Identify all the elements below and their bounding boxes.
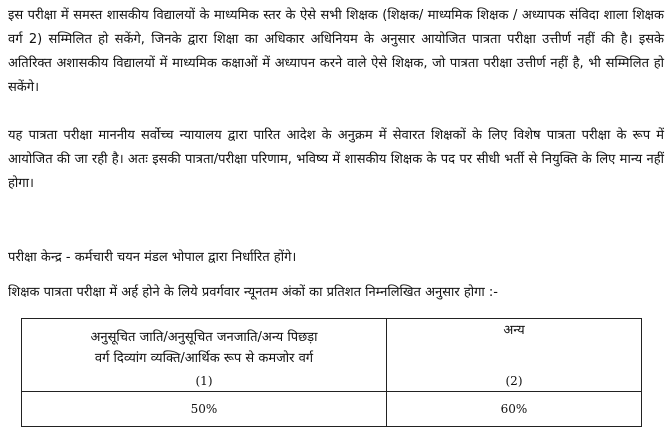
minimum-marks-paragraph: शिक्षक पात्रता परीक्षा में अर्ह होने के लिये प्रवर्गवार न्यूनतम अंकों का प्रतिशत निम्नलिखित अनुसार होगा :-	[8, 285, 498, 300]
special-exam-paragraph: यह पात्रता परीक्षा माननीय सर्वोच्च न्यायालय द्वारा पारित आदेश के अनुक्रम में सेवारत शिक्षकों के लिए विशेष पात्रता परीक्षा के रूप में आयोजित की जा रही है। अतः इसकी पात्रता/परीक्षा परिणाम, भविष्य में शासकीय शिक्षक के पद पर सीधी भर्ती से नियुक्ति के लिए मान्य नहीं होगा।	[8, 128, 664, 191]
reserved-category-line2: वर्ग दिव्यांग व्यक्ति/आर्थिक रूप से कमजोर वर्ग	[94, 351, 314, 366]
eligibility-paragraph: इस परीक्षा में समस्त शासकीय विद्यालयों के माध्यमिक स्तर के ऐसे सभी शिक्षक (शिक्षक/ माध्यमिक शिक्षक / अध्यापक संविदा शाला शिक्षक वर्ग 2) सम्मिलित हो सकेंगे, जिनके द्वारा शिक्षा का अधिकार अधिनियम के अनुसार आयोजित पात्रता परीक्षा उत्तीर्ण नहीं की है। इसके अतिरिक्त अशासकीय विद्यालयों में माध्यमिक कक्षाओं में अध्यापन करने वाले ऐसे शिक्षक, जो पात्रता परीक्षा उत्तीर्ण नहीं है, भी सम्मिलित हो सकेंगे।	[8, 8, 664, 95]
column-number-1: (1)	[195, 374, 213, 388]
exam-center-paragraph: परीक्षा केन्द्र - कर्मचारी चयन मंडल भोपाल द्वारा निर्धारित होंगे।	[8, 250, 297, 265]
other-category-label: अन्य	[503, 323, 525, 338]
table-row	[22, 392, 642, 427]
reserved-category-line1: अनुसूचित जाति/अनुसूचित जनजाति/अन्य पिछड़ा	[90, 330, 318, 345]
table-header-row	[22, 319, 642, 392]
minimum-marks-table	[21, 318, 642, 427]
reserved-category-header	[22, 319, 387, 392]
reserved-category-percent: 50%	[22, 392, 387, 427]
other-category-percent: 60%	[387, 392, 642, 427]
column-number-2: (2)	[505, 374, 523, 388]
other-category-header	[387, 319, 642, 392]
